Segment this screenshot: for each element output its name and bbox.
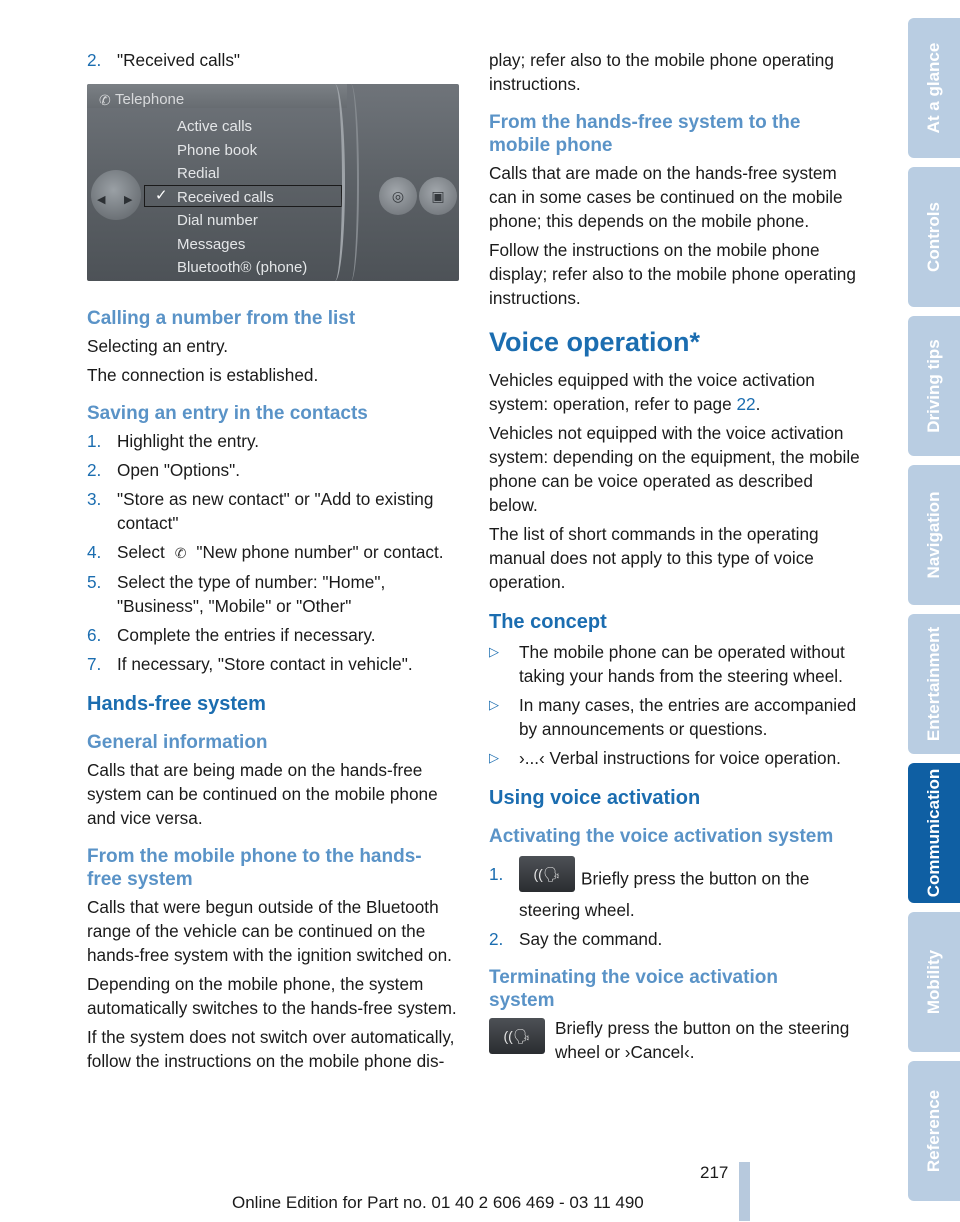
paragraph: play; refer also to the mobile phone operating instructions. — [489, 50, 834, 94]
paragraph: If the system does not switch over automatically, follow the instructions on the mobile phone dis- — [87, 1027, 455, 1071]
tab-controls[interactable] — [908, 167, 960, 307]
step-number: 5. — [87, 572, 102, 592]
tab-mobility[interactable] — [908, 912, 960, 1052]
left-column — [87, 48, 461, 1078]
heading-mobile-to-handsfree — [87, 845, 461, 891]
tab-at-a-glance[interactable] — [908, 18, 960, 158]
tab-label: Entertainment — [924, 626, 943, 742]
paragraph: Calls that are being made on the hands-free system can be continued on the mobile phone and vice versa. — [87, 760, 438, 828]
heading-saving-entry: Saving an entry in the contacts — [87, 403, 368, 424]
heading-calling-from-list: Calling a number from the list — [87, 308, 356, 329]
triangle-bullet-icon: ▷ — [489, 644, 499, 659]
step-text: "Received calls" — [117, 50, 241, 70]
paragraph: The connection is established. — [87, 365, 319, 385]
step-number: 6. — [87, 625, 102, 645]
list-item — [87, 487, 461, 535]
menu-item: Redial — [177, 165, 220, 182]
list-item — [489, 746, 863, 770]
paragraph: The list of short commands in the operating manual does not apply to this type of voice operation. — [489, 524, 819, 592]
screen-arc — [325, 84, 345, 281]
chapter-tabs — [908, 18, 960, 1210]
heading-using-voice-activation: Using voice activation — [489, 787, 701, 809]
heading-hands-free-system: Hands-free system — [87, 693, 266, 715]
tab-entertainment[interactable] — [908, 614, 960, 754]
heading-activating: Activating the voice activation system — [489, 826, 834, 847]
checkmark-icon: ✓ — [155, 187, 168, 204]
phone-icon: ✆ — [174, 545, 187, 561]
menu-item: Phone book — [177, 141, 258, 159]
step-text-body: Briefly press the button on the steering wheel. — [519, 868, 810, 920]
text: Vehicles equipped with the voice activation system: operation, refer to page — [489, 370, 815, 414]
tab-label: Navigation — [924, 491, 943, 579]
heading-line: Terminating the voice activation — [489, 967, 778, 988]
right-column — [489, 48, 863, 1064]
voice-button-icon: ((🗣 — [489, 1018, 545, 1054]
step-text: Say the command. — [519, 929, 663, 949]
footer-text: Online Edition for Part no. 01 40 2 606 469 - 03 11 490 — [232, 1193, 644, 1212]
list-item — [87, 570, 461, 618]
heading-line: mobile phone — [489, 135, 613, 156]
menu-item-selected: Received calls — [177, 188, 274, 206]
voice-button-icon: ◎ — [379, 177, 417, 215]
heading-line: system — [489, 990, 555, 1011]
step-number: 7. — [87, 654, 102, 674]
menu-item: Messages — [177, 235, 246, 253]
paragraph: Selecting an entry. — [87, 336, 229, 356]
heading-line: From the hands-free system to the — [489, 112, 801, 133]
page-number: 217 — [700, 1163, 729, 1182]
tab-label: Driving tips — [924, 339, 943, 433]
step-number: 1. — [87, 431, 102, 451]
received-calls-step — [87, 48, 461, 72]
page-link[interactable]: 22 — [736, 394, 756, 414]
step-text-pre: Select — [117, 542, 165, 562]
screen-title: Telephone — [115, 91, 185, 108]
controller-knob — [91, 170, 141, 220]
step-text: Select the type of number: "Home", "Business", "Mobile" or "Other" — [117, 572, 386, 616]
tab-reference[interactable] — [908, 1061, 960, 1201]
step-number: 2. — [87, 460, 102, 480]
step-text: "Store as new contact" or "Add to existing contact" — [117, 489, 434, 533]
triangle-bullet-icon: ▷ — [489, 750, 499, 765]
terminating-row — [489, 1016, 863, 1064]
list-item — [489, 640, 863, 688]
step-number: 2. — [489, 929, 504, 949]
arrow-right-icon: ▶ — [124, 194, 133, 206]
heading-line: free system — [87, 869, 193, 890]
list-item — [87, 540, 461, 565]
menu-item: Dial number — [177, 212, 258, 229]
heading-general-information: General information — [87, 732, 268, 753]
step-text: If necessary, "Store contact in vehicle". — [117, 654, 413, 674]
bullet-text: ›...‹ Verbal instructions for voice operation. — [519, 748, 841, 768]
step-text: Open "Options". — [117, 460, 241, 480]
step-number: 3. — [87, 489, 102, 509]
heading-line: From the mobile phone to the hands- — [87, 846, 422, 867]
text: . — [755, 394, 761, 414]
paragraph — [489, 368, 863, 416]
step-text: Complete the entries if necessary. — [117, 625, 376, 645]
list-item — [489, 693, 863, 741]
heading-terminating — [489, 966, 863, 1012]
phone-icon: ✆ — [99, 92, 111, 108]
voice-button-icon: ((🗣 — [519, 856, 575, 892]
options-button-icon: ▣ — [419, 177, 457, 215]
bullet-text: The mobile phone can be operated without taking your hands from the steering wheel. — [519, 642, 845, 686]
step-text — [117, 540, 461, 565]
heading-voice-operation: Voice operation* — [489, 327, 701, 357]
bullet-text: In many cases, the entries are accompanied by announcements or questions. — [519, 695, 857, 739]
tab-navigation[interactable] — [908, 465, 960, 605]
step-number: 4. — [87, 542, 102, 562]
menu-item: Active calls — [177, 118, 253, 135]
step-text-post: "New phone number" or contact. — [196, 542, 444, 562]
step-text: Highlight the entry. — [117, 431, 260, 451]
triangle-bullet-icon: ▷ — [489, 697, 499, 712]
list-item — [489, 862, 863, 922]
screen-arc — [343, 84, 359, 281]
step-number: 2. — [87, 50, 102, 70]
tab-label: Communication — [924, 768, 943, 898]
list-item — [87, 652, 461, 676]
arrow-left-icon: ◀ — [97, 194, 106, 206]
tab-communication[interactable] — [908, 763, 960, 903]
paragraph: Calls that were begun outside of the Bluetooth range of the vehicle can be continued on the hands-free system with the ignition switched on. — [87, 897, 452, 965]
tab-label: Controls — [924, 202, 943, 272]
tab-label: Mobility — [924, 949, 943, 1015]
step-number: 1. — [489, 864, 504, 884]
menu-item: Bluetooth® (phone) — [177, 259, 308, 276]
paragraph: Depending on the mobile phone, the system automatically switches to the hands-free system. — [87, 974, 457, 1018]
list-item — [87, 623, 461, 647]
list-item — [489, 927, 863, 951]
paragraph: Vehicles not equipped with the voice activation system: depending on the equipment, the mobile phone can be voice operated as described below. — [489, 423, 860, 515]
tab-driving-tips[interactable] — [908, 316, 960, 456]
screen-menu — [177, 115, 397, 280]
paragraph: Briefly press the button on the steering wheel or ›Cancel‹. — [555, 1018, 850, 1062]
telephone-menu-screenshot — [87, 84, 459, 281]
tab-label: Reference — [924, 1089, 943, 1173]
heading-handsfree-to-mobile — [489, 111, 863, 157]
list-item — [87, 429, 461, 453]
paragraph: Calls that are made on the hands-free system can in some cases be continued on the mobile phone; this depends on the mobile phone. — [489, 163, 843, 231]
step-text — [519, 862, 863, 922]
list-item — [87, 458, 461, 482]
page-number-bar — [739, 1162, 750, 1221]
heading-the-concept: The concept — [489, 611, 607, 633]
tab-label: At a glance — [924, 42, 943, 134]
paragraph: Follow the instructions on the mobile phone display; refer also to the mobile phone operating instructions. — [489, 240, 856, 308]
